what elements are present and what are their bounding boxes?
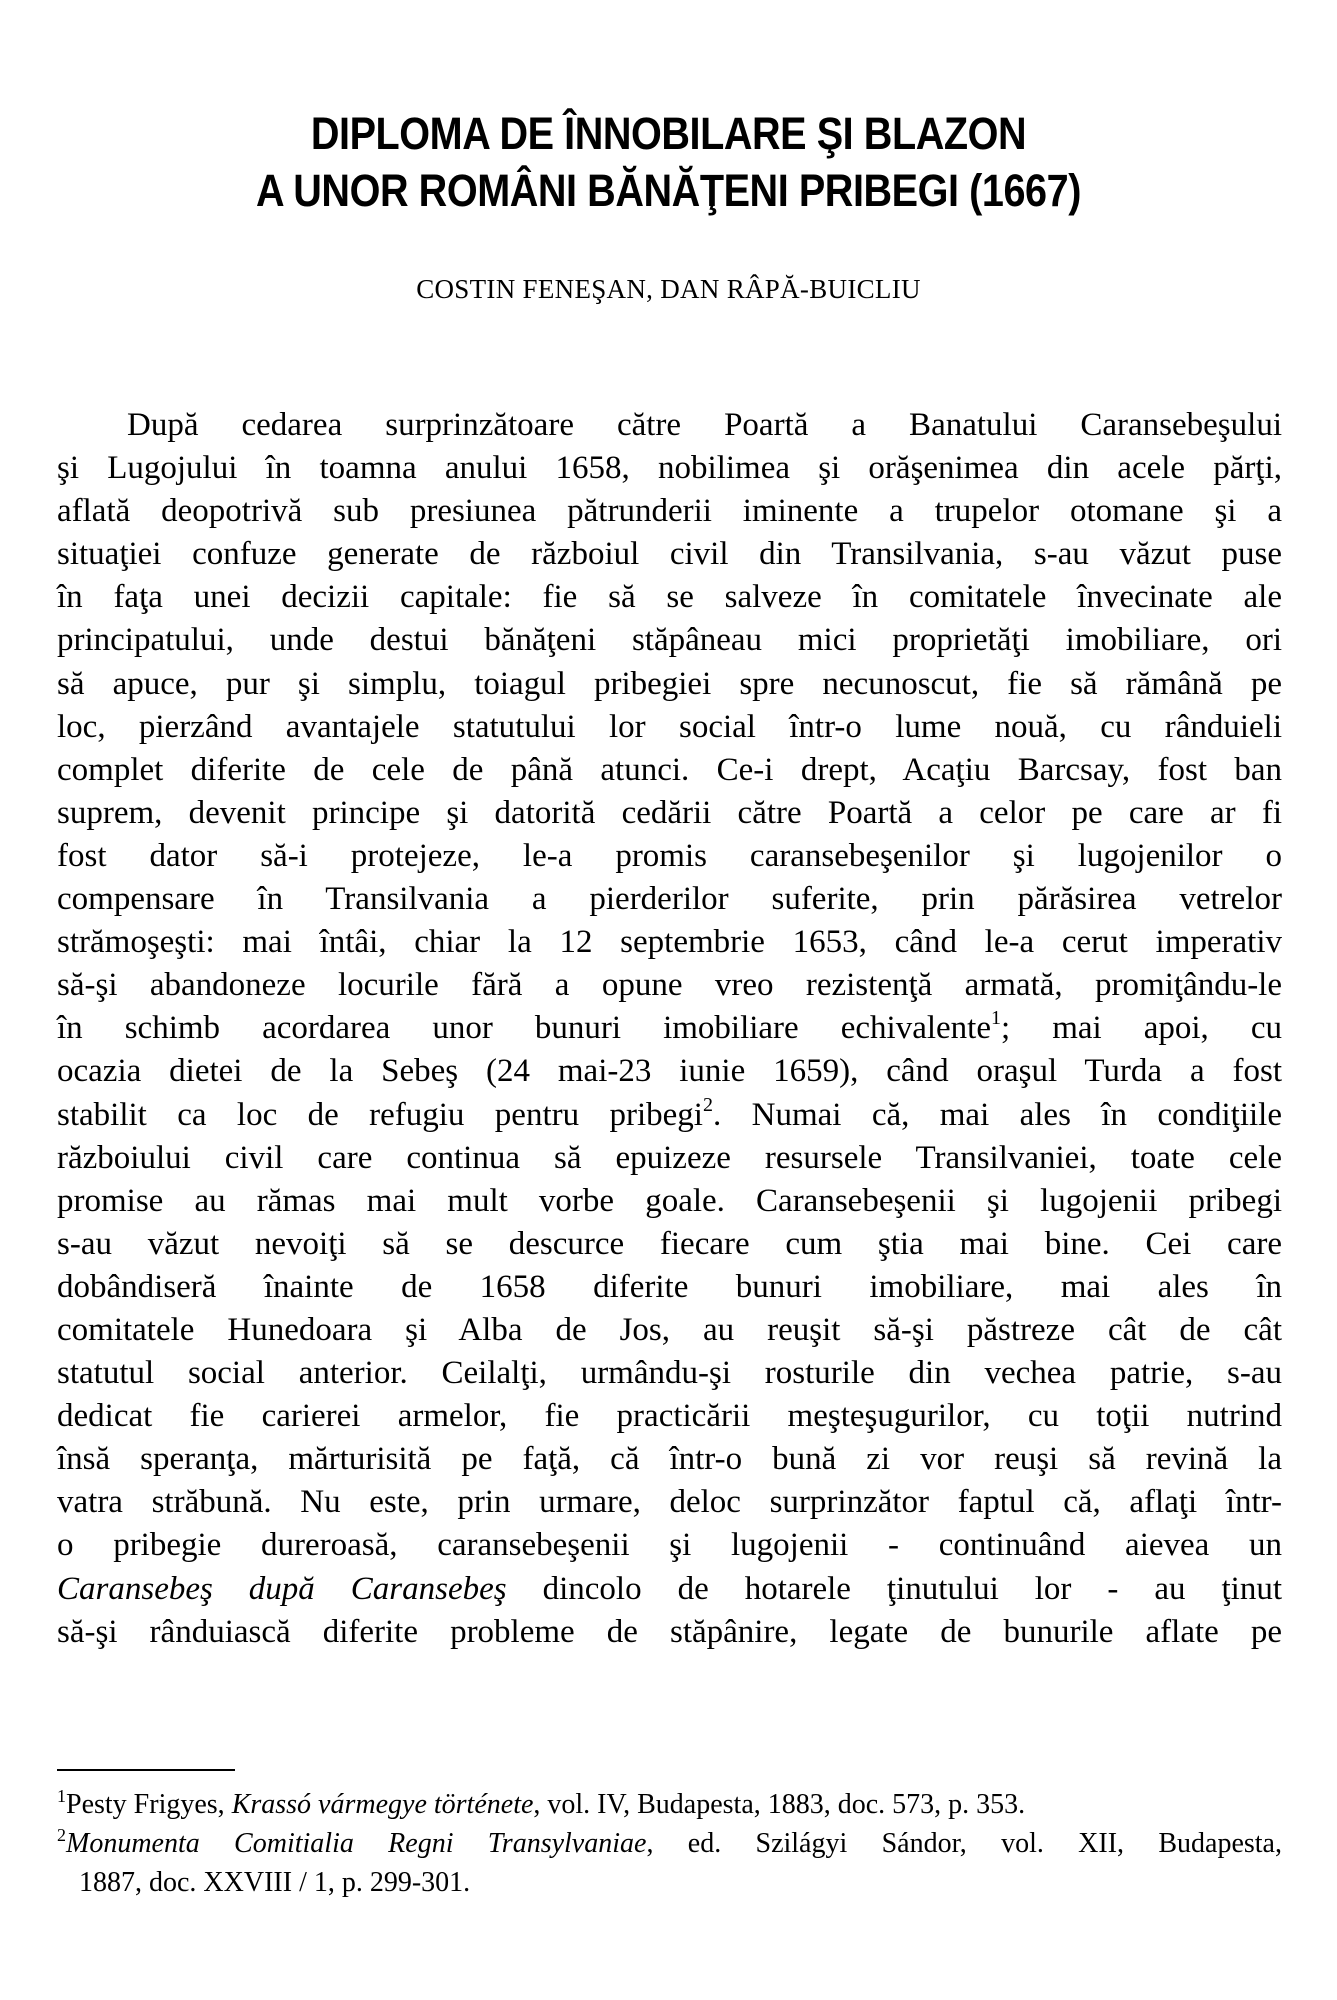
footnotes bbox=[57, 1785, 1282, 1902]
body-paragraph bbox=[57, 404, 1282, 1654]
body-line: să apuce, pur şi simplu, toiagul pribegiei spre necunoscut, fie să rămână pe bbox=[57, 665, 1282, 702]
authors: COSTIN FENEŞAN, DAN RÂPĂ-BUICLIU bbox=[416, 274, 921, 304]
footnote-text: Pesty Frigyes, bbox=[66, 1789, 232, 1820]
body-line: comitatele Hunedoara şi Alba de Jos, au reuşit să-şi păstreze cât de cât bbox=[57, 1311, 1282, 1348]
body-line: însă speranţa, mărturisită pe faţă, că într-o bună zi vor reuşi să revină la bbox=[57, 1441, 1282, 1478]
body-line bbox=[57, 1007, 1282, 1050]
footnote-text: , vol. IV, Budapesta, 1883, doc. 573, p. 353. bbox=[533, 1789, 1026, 1820]
body-line bbox=[57, 1568, 1282, 1611]
footnote-title: Krassó vármegye története bbox=[231, 1789, 534, 1820]
footnote-ref-2[interactable]: 2 bbox=[702, 1093, 713, 1116]
body-line: fost dator să-i protejeze, le-a promis caransebeşenilor şi lugojenilor o bbox=[57, 837, 1282, 874]
body-line: loc, pierzând avantajele statutului lor social într-o lume nouă, cu rânduieli bbox=[57, 708, 1282, 745]
body-line: promise au rămas mai mult vorbe goale. Caransebeşenii şi lugojenii pribegi bbox=[57, 1182, 1282, 1219]
body-line: situaţiei confuze generate de războiul civil din Transilvania, s-au văzut puse bbox=[57, 536, 1282, 573]
body-line: vatra străbună. Nu este, prin urmare, deloc surprinzător faptul că, aflaţi într- bbox=[57, 1484, 1282, 1521]
body-line bbox=[57, 1094, 1282, 1137]
body-line: strămoşeşti: mai întâi, chiar la 12 septembrie 1653, când le-a cerut imperativ bbox=[57, 924, 1282, 961]
body-line: dedicat fie carierei armelor, fie practicării meşteşugurilor, cu toţii nutrind bbox=[57, 1398, 1282, 1435]
body-line: să-şi rânduiască diferite probleme de stăpânire, legate de bunurile aflate pe bbox=[57, 1613, 1282, 1650]
body-text: dincolo de hotarele ţinutului lor - au ţinut bbox=[506, 1570, 1282, 1607]
body-line: şi Lugojului în toamna anului 1658, nobilimea şi orăşenimea din acele părţi, bbox=[57, 450, 1282, 487]
footnote-title: Monumenta Comitialia Regni Transylvaniae bbox=[66, 1828, 647, 1859]
footnote-ref-1[interactable]: 1 bbox=[990, 1007, 1001, 1030]
body-line: După cedarea surprinzătoare către Poartă a Banatului Caransebeşului bbox=[127, 407, 1282, 443]
body-line: ocazia dietei de la Sebeş (24 mai-23 iunie 1659), când oraşul Turda a fost bbox=[57, 1053, 1282, 1090]
body-text: . Numai că, mai ales în condiţiile bbox=[712, 1096, 1282, 1133]
footnote-number: 2 bbox=[57, 1825, 66, 1845]
footnote-2-continuation: 1887, doc. XXVIII / 1, p. 299-301. bbox=[79, 1867, 471, 1898]
title-line-2: A UNOR ROMÂNI BĂNĂŢENI PRIBEGI (1667) bbox=[256, 165, 1081, 216]
body-line: aflată deopotrivă sub presiunea pătrunderii iminente a trupelor otomane şi a bbox=[57, 493, 1282, 530]
body-line: statutul social anterior. Ceilalţi, urmându-şi rosturile din vechea patrie, s-au bbox=[57, 1355, 1282, 1392]
footnote-number: 1 bbox=[57, 1786, 66, 1806]
body-line: o pribegie dureroasă, caransebeşenii şi lugojenii - continuând aievea un bbox=[57, 1527, 1282, 1564]
body-line: complet diferite de cele de până atunci. Ce-i drept, Acaţiu Barcsay, fost ban bbox=[57, 751, 1282, 788]
body-line: principatului, unde destui bănăţeni stăpâneau mici proprietăţi imobiliare, ori bbox=[57, 622, 1282, 659]
body-line: în faţa unei decizii capitale: fie să se salveze în comitatele învecinate ale bbox=[57, 579, 1282, 616]
body-line: să-şi abandoneze locurile fără a opune vreo rezistenţă armată, promiţându-le bbox=[57, 967, 1282, 1004]
body-line: suprem, devenit principe şi datorită cedării către Poartă a celor pe care ar fi bbox=[57, 794, 1282, 831]
italic-phrase: Caransebeş după Caransebeş bbox=[57, 1570, 507, 1607]
body-text: ; mai apoi, cu bbox=[1000, 1010, 1282, 1047]
body-line: compensare în Transilvania a pierderilor suferite, prin părăsirea vetrelor bbox=[57, 881, 1282, 918]
title-line-1: DIPLOMA DE ÎNNOBILARE ŞI BLAZON bbox=[310, 108, 1027, 159]
body-text: stabilit ca loc de refugiu pentru pribegi bbox=[57, 1096, 703, 1133]
body-text: în schimb acordarea unor bunuri imobiliare echivalente bbox=[57, 1010, 991, 1047]
footnote-1 bbox=[57, 1785, 1282, 1824]
body-line: s-au văzut nevoiţi să se descurce fiecare cum ştia mai bine. Cei care bbox=[57, 1225, 1282, 1262]
article-title bbox=[168, 105, 1169, 219]
footnote-text: , ed. Szilágyi Sándor, vol. XII, Budapesta, bbox=[646, 1828, 1282, 1859]
footnote-divider bbox=[57, 1769, 235, 1771]
footnote-2 bbox=[57, 1824, 1282, 1863]
body-line: războiului civil care continua să epuizeze resursele Transilvaniei, toate cele bbox=[57, 1139, 1282, 1176]
body-line: dobândiseră înainte de 1658 diferite bunuri imobiliare, mai ales în bbox=[57, 1268, 1282, 1305]
